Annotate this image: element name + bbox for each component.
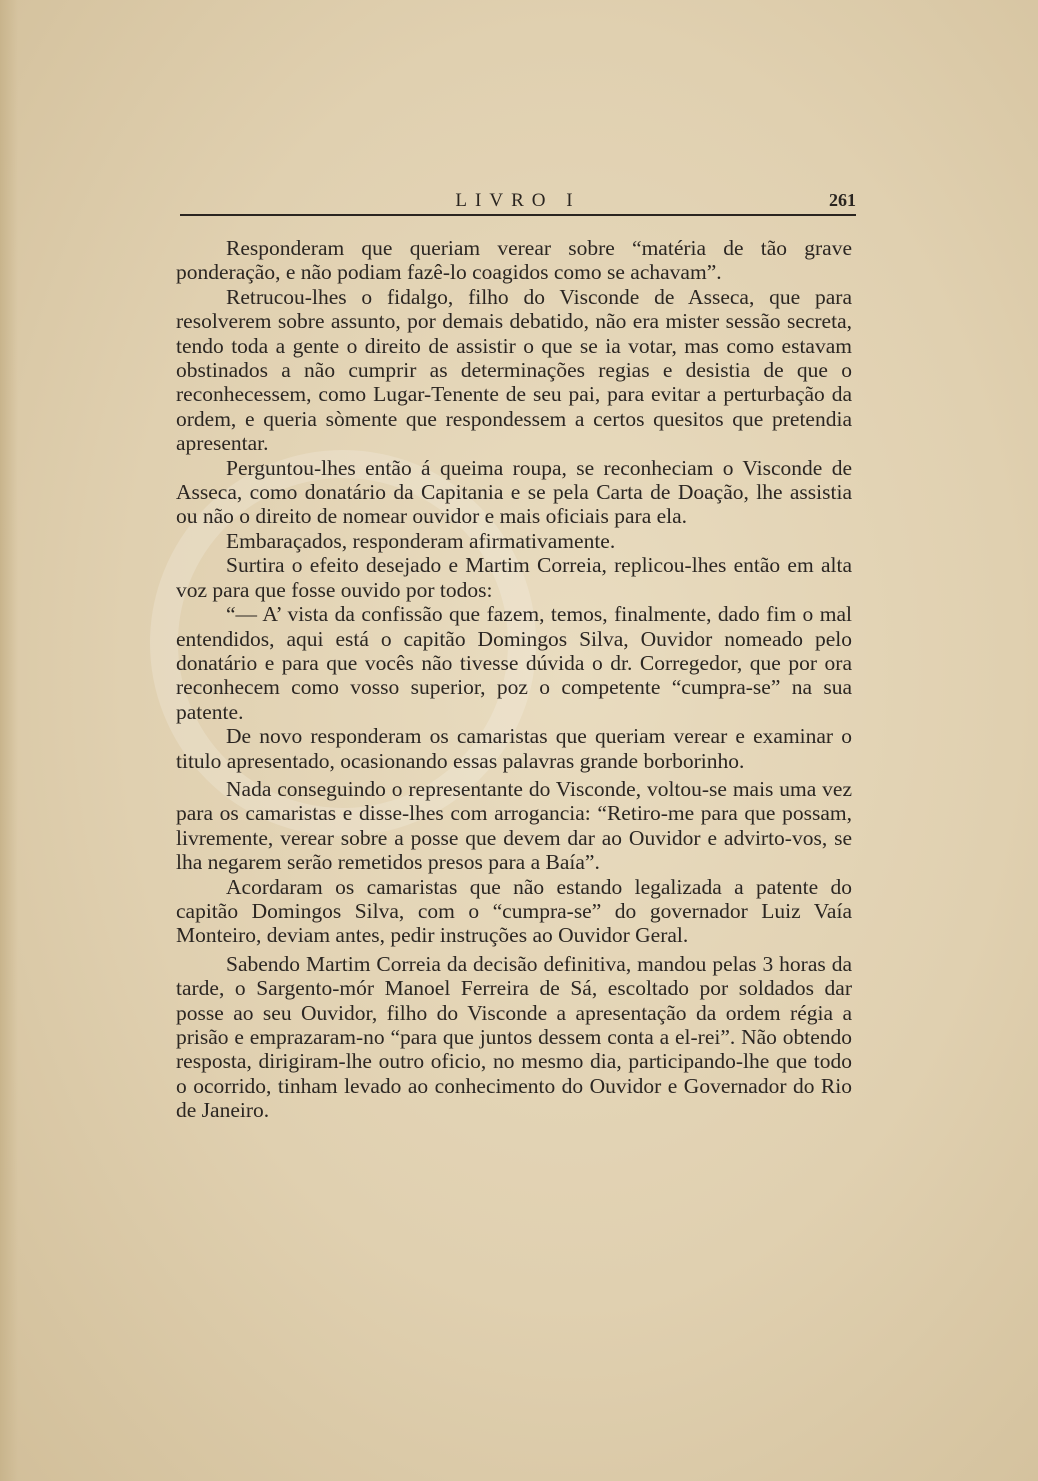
paragraph-3: Perguntou-lhes então á queima roupa, se reconheciam o Visconde de Asseca, como donatário da Capitania e se pela Carta de Doação, lhe assistia ou não o direito de nomear ouvidor e mais oficiais para ela.: [176, 455, 852, 529]
paragraph-5: Surtira o efeito desejado e Martim Correia, replicou-lhes então em alta voz para que fosse ouvido por todos:: [176, 553, 852, 602]
page-number: 261: [829, 190, 856, 210]
paragraph-1: Responderam que queriam verear sobre “matéria de tão grave ponderação, e não podiam fazê-lo coagidos como se achavam”.: [176, 236, 852, 285]
paragraph-9: Acordaram os camaristas que não estando legalizada a patente do capitão Domingos Silva, com o “cumpra-se” do governador Luiz Vaía Monteiro, deviam antes, pedir instruções ao Ouvidor Geral.: [176, 874, 852, 948]
paragraph-8: Nada conseguindo o representante do Visconde, voltou-se mais uma vez para os camaristas e disse-lhes com arrogancia: “Retiro-me para que possam, livremente, verear sobre a posse que devem dar ao Ouvidor e advirto-vos, se lha negarem serão remetidos presos para a Baía”.: [176, 776, 852, 875]
page-header: [180, 188, 856, 216]
paragraph-7: De novo responderam os camaristas que queriam verear e examinar o titulo apresentado, ocasionando essas palavras grande borborinho.: [176, 724, 852, 773]
running-title: LIVRO I: [455, 190, 581, 211]
paragraph-6-quote: “— A’ vista da confissão que fazem, temos, finalmente, dado fim o mal entendidos, aqui está o capitão Domingos Silva, Ouvidor nomeado pelo donatário e para que vocês não tivesse dúvida o dr. Corregedor, que por ora reconhecem como vosso superior, poz o competente “cumpra-se” na sua patente.: [176, 602, 852, 724]
paragraph-10: Sabendo Martim Correia da decisão definitiva, mandou pelas 3 horas da tarde, o Sargento-mór Manoel Ferreira de Sá, escoltado por soldados dar posse ao seu Ouvidor, filho do Visconde a apresentação da ordem régia a prisão e emprazaram-no “para que juntos dessem conta a el-rei”. Não obtendo resposta, dirigiram-lhe outro oficio, no mesmo dia, participando-lhe que todo o ocorrido, tinham levado ao conhecimento do Ouvidor e Governador do Rio de Janeiro.: [176, 951, 852, 1123]
paragraph-2: Retrucou-lhes o fidalgo, filho do Visconde de Asseca, que para resolverem sobre assunto, por demais debatido, não era mister sessão secreta, tendo toda a gente o direito de assistir o que se ia votar, mas como estavam obstinados a não cumprir as determinações regias e desistia de que o reconhecessem, como Lugar-Tenente de seu pai, para evitar a perturbação da ordem, e queria sòmente que respondessem a certos quesitos que pretendia apresentar.: [176, 284, 852, 456]
paragraph-4: Embaraçados, responderam afirmativamente.: [226, 528, 616, 553]
body-text: [176, 236, 852, 1123]
